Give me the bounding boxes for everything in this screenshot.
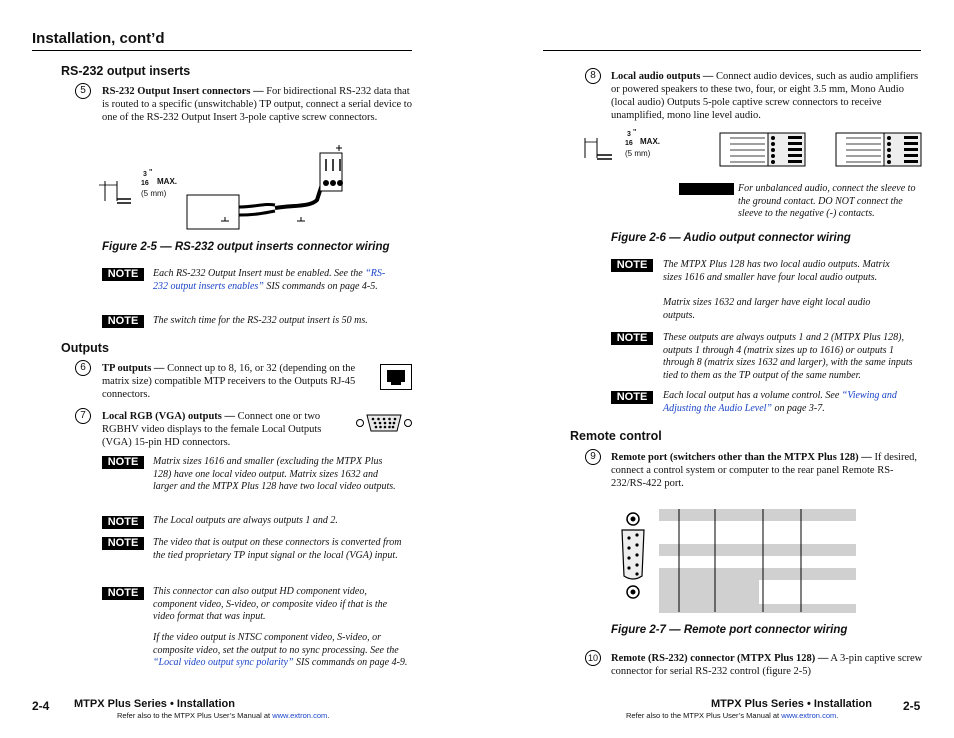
rs232-fig-frac-num: 3 [143, 171, 147, 178]
note-local-outputs-1-2: The Local outputs are always outputs 1 and 2. [153, 515, 338, 526]
note-badge: NOTE [102, 456, 144, 469]
right-footer-refer: Refer also to the MTPX Plus User’s Manual at www.extron.com. [626, 711, 839, 720]
remote-control-heading: Remote control [570, 429, 662, 443]
left-page-number: 2-4 [32, 699, 50, 713]
note-video-converted: The video that is output on these connectors is converted from the tied proprietary TP input signal or the local (VGA) input. [153, 537, 402, 561]
rs232-term: RS-232 Output Insert connectors — [102, 86, 264, 97]
audio-fig-inch: " [633, 129, 637, 136]
rs232-fig-frac-den: 16 [141, 180, 149, 187]
note-hd-component: This connector can also output HD component video, component video, S-video, or composite video if that is the video format that was input. [153, 586, 388, 623]
page-title: Installation, cont’d [32, 30, 165, 47]
item-number-10: 10 [585, 650, 601, 666]
local-rgb-paragraph: Local RGB (VGA) outputs — Connect one or two RGBHV video displays to the female Local Outputs (VGA) 15-pin HD connectors. [102, 411, 322, 448]
right-page-number: 2-5 [903, 699, 921, 713]
vga-connector-icon [356, 412, 412, 434]
audio-fig-max: MAX. [640, 137, 660, 146]
outputs-heading: Outputs [61, 341, 109, 355]
item-number-5: 5 [75, 83, 91, 99]
caution-unbalanced-audio: For unbalanced audio, connect the sleeve to the ground contact. DO NOT connect the sleeve to the negative (-) contacts. [738, 183, 916, 220]
audio-fig-mm: (5 mm) [625, 149, 651, 158]
item-number-9: 9 [585, 449, 601, 465]
audio-level-link[interactable]: “Viewing and Adjusting the Audio Level” [663, 390, 897, 414]
item-number-8: 8 [585, 68, 601, 84]
figure-2-5-caption: Figure 2-5 — RS-232 output inserts connector wiring [102, 241, 390, 253]
tp-outputs-paragraph: TP outputs — Connect up to 8, 16, or 32 (depending on the matrix size) compatible MTP receivers to the Outputs RJ-45 connectors. [102, 363, 356, 400]
local-audio-paragraph: Local audio outputs — Connect audio devices, such as audio amplifiers or powered speakers to these two, four, or eight 3.5 mm, Mono Audio (local audio) Outputs 5-pole captive screw connectors to receive unamplified, mono line level audio. [611, 71, 919, 121]
audio-fig-frac-num: 3 [627, 131, 631, 138]
note-badge: NOTE [102, 516, 144, 529]
rs232-enables-link[interactable]: “RS-232 output inserts enables” [153, 268, 386, 292]
note-rs232-enable: Each RS-232 Output Insert must be enabled. See the “RS-232 output inserts enables” SIS commands on page 4-5. [153, 268, 386, 292]
figure-2-6-caption: Figure 2-6 — Audio output connector wiring [611, 232, 851, 244]
rj45-icon [380, 364, 412, 390]
left-footer-refer: Refer also to the MTPX Plus User’s Manual at www.extron.com. [117, 711, 330, 720]
remote-rs232-paragraph: Remote (RS-232) connector (MTPX Plus 128) — A 3-pin captive screw connector for serial RS-232 control (figure 2-5) [611, 653, 923, 677]
left-footer-url-link[interactable]: www.extron.com [272, 711, 328, 720]
remote-port-figure [615, 508, 860, 616]
item-number-7: 7 [75, 408, 91, 424]
rs232-paragraph [102, 85, 412, 124]
note-badge: NOTE [102, 587, 144, 600]
note-local-audio-count-b: Matrix sizes 1632 and larger have eight local audio outputs. [663, 297, 871, 321]
rs232-fig-inch: " [149, 169, 153, 176]
item-number-6: 6 [75, 360, 91, 376]
note-badge: NOTE [611, 332, 653, 345]
rs232-heading: RS-232 output inserts [61, 64, 191, 78]
right-footer-url-link[interactable]: www.extron.com [781, 711, 837, 720]
sync-polarity-link[interactable]: “Local video output sync polarity” [153, 657, 294, 669]
note-volume-control: Each local output has a volume control. See “Viewing and Adjusting the Audio Level” on page 3-7. [663, 390, 897, 414]
right-footer-title: MTPX Plus Series • Installation [711, 698, 872, 710]
note-badge: NOTE [102, 315, 144, 328]
note-local-audio-count: The MTPX Plus 128 has two local audio outputs. Matrix sizes 1616 and smaller have four local audio outputs. [663, 259, 890, 283]
note-local-output-count: Matrix sizes 1616 and smaller (excluding the MTPX Plus 128) have one local video output. Matrix sizes 1632 and larger and the MTPX Plus 128 have two local video outputs. [153, 456, 396, 493]
rs232-wiring-figure [95, 145, 365, 235]
note-badge: NOTE [611, 259, 653, 272]
note-ntsc-sync: If the video output is NTSC component video, S-video, or composite video, set the output to no sync processing. See the “Local video output sync polarity” SIS commands on page 4-9. [153, 632, 408, 669]
title-rule [32, 50, 412, 51]
rs232-fig-mm: (5 mm) [141, 189, 167, 198]
audio-fig-frac-den: 16 [625, 140, 633, 147]
note-badge: NOTE [611, 391, 653, 404]
figure-2-7-caption: Figure 2-7 — Remote port connector wiring [611, 624, 848, 636]
left-footer-title: MTPX Plus Series • Installation [74, 698, 235, 710]
remote-port-paragraph: Remote port (switchers other than the MTPX Plus 128) — If desired, connect a control system or computer to the rear panel Remote RS-232/RS-422 port. [611, 452, 918, 489]
right-top-rule [543, 50, 921, 51]
rs232-text: For bidirectional RS-232 data that is routed to a specific (unswitchable) TP output, connect a serial device to one of the RS-232 Output Insert 3-pole captive screw connectors. [102, 86, 412, 123]
note-badge: NOTE [102, 268, 144, 281]
note-badge: NOTE [102, 537, 144, 550]
caution-badge [679, 183, 734, 195]
rs232-fig-max: MAX. [157, 177, 177, 186]
note-switch-time: The switch time for the RS-232 output insert is 50 ms. [153, 315, 368, 326]
note-outputs-tied: These outputs are always outputs 1 and 2 (MTPX Plus 128), outputs 1 through 4 (matrix sizes up to 1616) or outputs 1 through 8 (matrix sizes 1632 and larger), with the same inputs tied to them as the TP output of the same number. [663, 332, 913, 381]
